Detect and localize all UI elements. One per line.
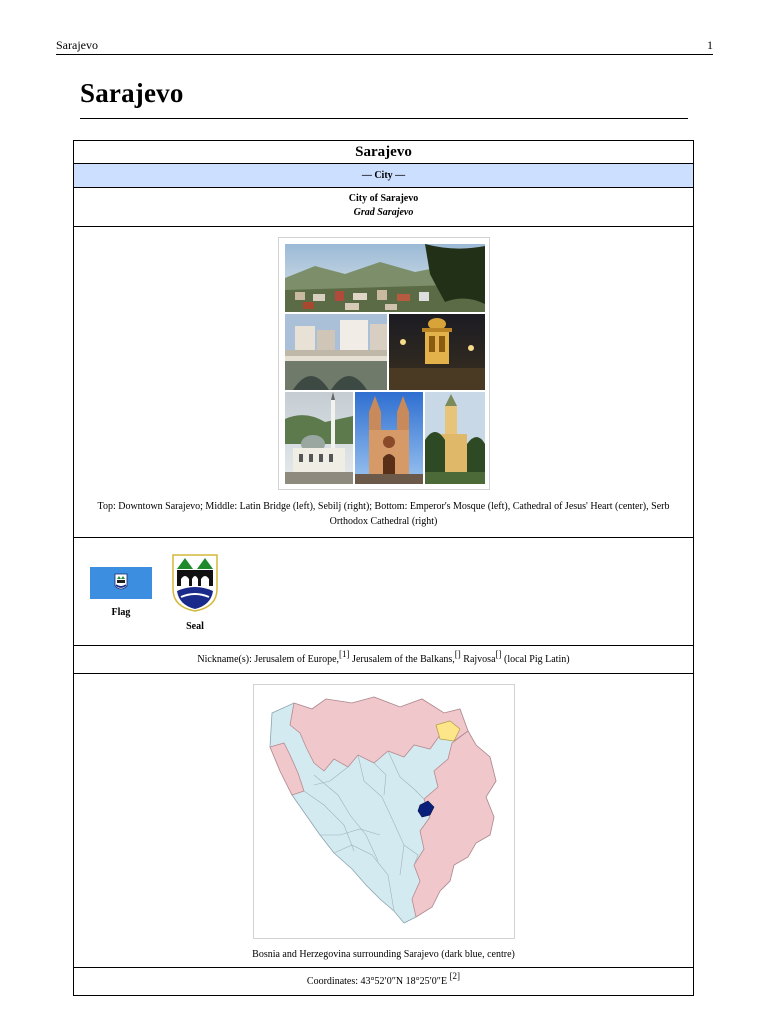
running-header	[56, 38, 713, 55]
coordinates-text[interactable]: Coordinates: 43°52′0″N 18°25′0″E	[306, 976, 450, 987]
infobox	[73, 140, 694, 996]
page-title: Sarajevo	[80, 78, 184, 108]
native-name: Grad Sarajevo	[353, 207, 414, 218]
nickname-text: (local Pig Latin)	[501, 654, 570, 665]
map-image-frame[interactable]	[253, 684, 515, 939]
coordinates-row	[74, 968, 693, 995]
flag-block	[90, 567, 152, 618]
map-section	[74, 674, 693, 968]
sebilj-panel	[389, 314, 485, 390]
seal-label: Seal	[186, 621, 204, 632]
citation-ref[interactable]: [2]	[449, 971, 461, 981]
sarajevo-seal-icon[interactable]	[171, 553, 219, 613]
citation-ref[interactable]: []	[454, 649, 461, 659]
infobox-names	[74, 188, 693, 227]
map-caption: Bosnia and Herzegovina surrounding Sarajevo (dark blue, centre)	[252, 949, 515, 960]
settlement-type: — City —	[74, 164, 693, 188]
nickname-text: Rajvosa	[460, 654, 496, 665]
montage-image-frame[interactable]	[278, 237, 490, 490]
bosnia-locator-map	[254, 685, 514, 938]
nickname-text: Jerusalem of the Balkans,	[349, 654, 455, 665]
official-name: City of Sarajevo	[348, 193, 419, 204]
seal-block	[170, 553, 220, 632]
citation-ref[interactable]: []	[495, 649, 502, 659]
montage-caption: Top: Downtown Sarajevo; Middle: Latin Bridge (left), Sebilj (right); Bottom: Emperor's Mosque (left), Cathedral of Jesus' Heart (center), Serb Orthodox Cathedral (right)	[97, 501, 670, 527]
nickname-row	[74, 646, 693, 674]
latin-bridge-panel	[285, 314, 387, 390]
citation-ref[interactable]: [1]	[339, 649, 350, 659]
sarajevo-flag-icon[interactable]	[90, 567, 152, 599]
orthodox-cathedral-panel	[425, 392, 485, 484]
cathedral-panel	[355, 392, 423, 484]
flag-label: Flag	[111, 607, 131, 618]
emperors-mosque-panel	[285, 392, 353, 484]
title-divider	[80, 118, 688, 119]
symbols-section	[74, 538, 693, 646]
nickname-text: Nickname(s): Jerusalem of Europe,	[197, 654, 340, 665]
sarajevo-montage-image	[285, 244, 485, 484]
infobox-title: Sarajevo	[74, 141, 693, 164]
montage-section	[74, 227, 693, 538]
page-number: 1	[707, 38, 713, 52]
downtown-panel	[285, 244, 485, 312]
running-header-title: Sarajevo	[56, 38, 98, 52]
